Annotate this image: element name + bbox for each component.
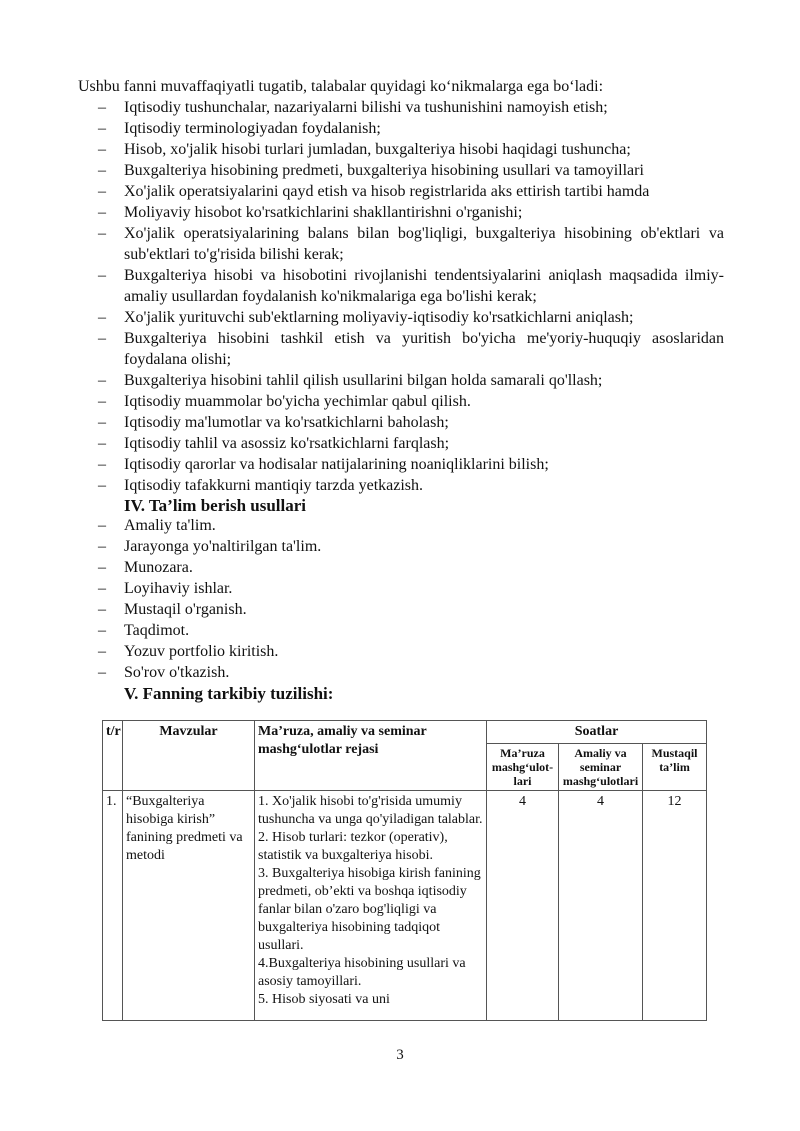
list-item: – Iqtisodiy qarorlar va hodisalar natijalarining noaniqliklarini bilish; xyxy=(98,456,549,473)
plan-item: 4.Buxgalteriya hisobining usullari va asosiy tamoyillari. xyxy=(258,956,466,989)
header-hours: Soatlar xyxy=(487,721,707,744)
list-item: – Iqtisodiy ma'lumotlar va ko'rsatkichlarni baholash; xyxy=(98,414,449,431)
section-heading-course-structure: V. Fanning tarkibiy tuzilishi: xyxy=(124,684,334,703)
row-plan xyxy=(255,791,487,1021)
list-item: – Iqtisodiy tahlil va asossiz ko'rsatkichlarni farqlash; xyxy=(98,435,450,452)
intro-text: Ushbu fanni muvaffaqiyatli tugatib, talabalar quyidagi ko‘nikmalarga ega bo‘ladi: xyxy=(78,78,604,95)
header-lecture: Ma’ruza mashg‘ulot-lari xyxy=(487,744,559,791)
list-item: – Iqtisodiy tafakkurni mantiqiy tarzda yetkazish. xyxy=(98,477,424,494)
table-row xyxy=(103,791,707,1021)
plan-item: 1. Xo'jalik hisobi to'g'risida umumiy tushuncha va unga qo'yiladigan talablar. xyxy=(258,794,483,827)
header-number: t/r xyxy=(103,721,123,791)
list-item: – Loyihaviy ishlar. xyxy=(98,580,233,597)
skills-list xyxy=(98,97,724,496)
list-item: – Taqdimot. xyxy=(98,622,190,639)
list-item: – Buxgalteriya hisobining predmeti, buxgalteriya hisobining usullari va tamoyillari xyxy=(98,162,644,179)
header-independent: Mustaqil ta’lim xyxy=(643,744,707,791)
row-number: 1. xyxy=(103,791,123,1021)
header-plan: Ma’ruza, amaliy va seminar mashg‘ulotlar rejasi xyxy=(255,721,487,791)
list-item: – Xo'jalik operatsiyalarining balans bilan bog'liqligi, buxgalteriya hisobining ob'ektlari va sub'ektlari to'g'risida bilishi kerak; xyxy=(98,225,724,263)
table-header-row xyxy=(103,721,707,744)
list-item: – Iqtisodiy terminologiyadan foydalanish; xyxy=(98,120,381,137)
plan-item: 3. Buxgalteriya hisobiga kirish fanining predmeti, ob’ekti va boshqa iqtisodiy fanlar bilan o'zaro bog'liqligi va buxgalteriya hisobining tadqiqot usullari. xyxy=(258,866,481,953)
header-topics: Mavzular xyxy=(123,721,255,791)
row-independent-hours: 12 xyxy=(643,791,707,1021)
list-item: – Iqtisodiy muammolar bo'yicha yechimlar qabul qilish. xyxy=(98,393,471,410)
row-practice-hours: 4 xyxy=(559,791,643,1021)
list-item: – So'rov o'tkazish. xyxy=(98,664,230,681)
list-item: – Moliyaviy hisobot ko'rsatkichlarini shakllantirishni o'rganishi; xyxy=(98,204,523,221)
list-item: – Xo'jalik yurituvchi sub'ektlarning moliyaviy-iqtisodiy ko'rsatkichlarni aniqlash; xyxy=(98,309,634,326)
plan-item: 5. Hisob siyosati va uni xyxy=(258,992,390,1007)
plan-item: 2. Hisob turlari: tezkor (operativ), statistik va buxgalteriya hisobi. xyxy=(258,830,448,863)
course-structure-table xyxy=(102,720,707,1021)
list-item: – Hisob, xo'jalik hisobi turlari jumladan, buxgalteriya hisobi haqidagi tushuncha; xyxy=(98,141,631,158)
header-practice: Amaliy va seminar mashg‘ulotlari xyxy=(559,744,643,791)
list-item: – Buxgalteriya hisobini tahlil qilish usullarini bilgan holda samarali qo'llash; xyxy=(98,372,603,389)
row-lecture-hours: 4 xyxy=(487,791,559,1021)
row-topic: “Buxgalteriya hisobiga kirish” fanining predmeti va metodi xyxy=(123,791,255,1021)
methods-list xyxy=(98,515,724,683)
page-number: 3 xyxy=(396,1047,404,1063)
list-item: – Buxgalteriya hisobini tashkil etish va yuritish bo'yicha me'yoriy-huquqiy asoslaridan foydalana olishi; xyxy=(98,330,724,368)
list-item: – Yozuv portfolio kiritish. xyxy=(98,643,279,660)
section-heading-teaching-methods: IV. Ta’lim berish usullari xyxy=(124,496,307,515)
list-item: – Jarayonga yo'naltirilgan ta'lim. xyxy=(98,538,322,555)
list-item: – Iqtisodiy tushunchalar, nazariyalarni bilishi va tushunishini namoyish etish; xyxy=(98,99,608,116)
list-item: – Buxgalteriya hisobi va hisobotini rivojlanishi tendentsiyalarini aniqlash maqsadida ilmiy-amaliy usullardan foydalanish ko'nikmalariga ega bo'lishi kerak; xyxy=(98,267,724,305)
list-item: – Munozara. xyxy=(98,559,193,576)
list-item: – Xo'jalik operatsiyalarini qayd etish va hisob registrlarida aks ettirish tartibi hamda xyxy=(98,183,650,200)
list-item: – Mustaqil o'rganish. xyxy=(98,601,247,618)
list-item: – Amaliy ta'lim. xyxy=(98,517,216,534)
